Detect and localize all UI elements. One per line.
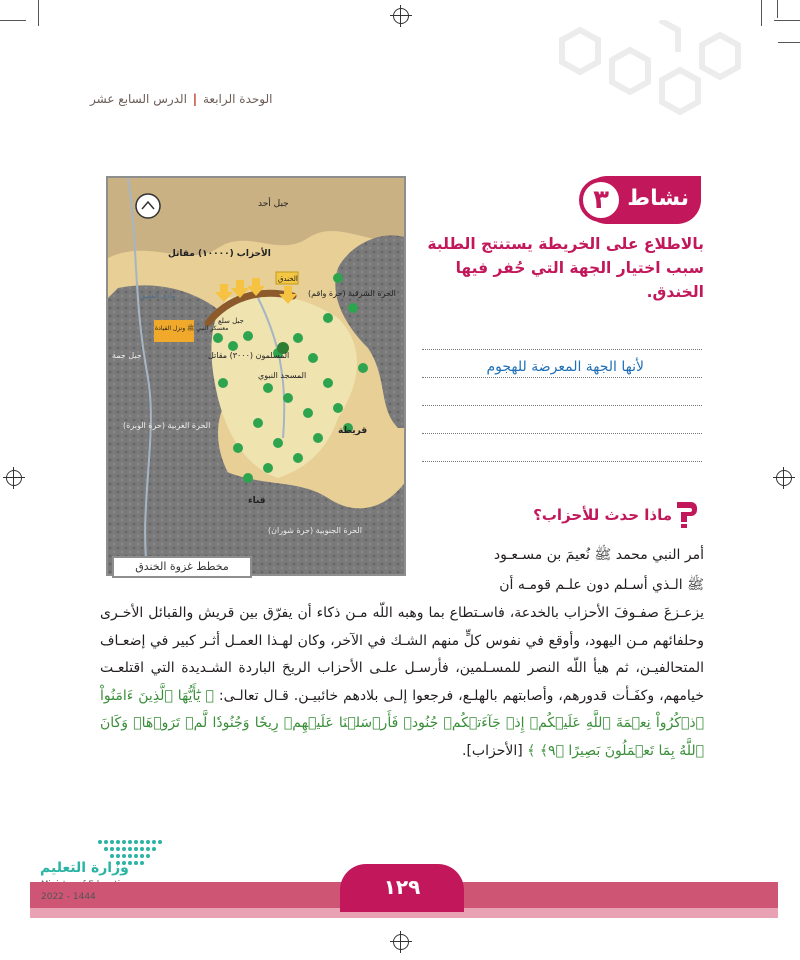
map-label: جبل جمة (112, 351, 142, 360)
khandaq-map (106, 176, 406, 576)
unit-label: الوحدة الرابعة (202, 92, 273, 106)
registration-mark-icon (776, 470, 792, 486)
answer-line (422, 326, 702, 350)
paragraph-line: ﷺ الـذي أسـلم دون علـم قومـه أن (499, 577, 704, 593)
answer-line (422, 410, 702, 434)
map-label: الحرة الشرقية (حرة واقم) (308, 289, 396, 298)
section-title: ماذا حدث للأحزاب؟ (533, 506, 672, 524)
ministry-name-ar: وزارة التعليم (40, 860, 129, 876)
activity-label: نشاط (627, 186, 689, 211)
paragraph-line: أمر النبي محمد ﷺ نُعيمَ بن مسـعـود (493, 547, 704, 563)
map-caption: مخطط غزوة الخندق (112, 556, 252, 578)
compass-icon (136, 194, 160, 218)
crop-mark (777, 0, 778, 18)
activity-number: ٣ (579, 178, 623, 222)
paragraph-text: يزعـزعَ صفـوفَ الأحزاب بالخدعة، فاسـتطاع بما وهبه اللّه مـن ذكاء أن يفرّق بين قريش والقبائل الأخـرى وحلفائهم مـن اليهود، وأوقع في نفوس كلٍّ منهم الشـك في الآخر، وكان لهـذا العمـل أثـر كبير في إضعـاف المتحالفيـن، ثم هيأ اللّه النصر للمسـلمين، فأرسـل علـى الأحزاب الريحَ الباردة الشـديدة التي اقتلعـت خيامهم، وكفَـأت قدورهم، وأصابتهم بالهلـع، فرجعوا إلـى بلادهم خائبيـن. قـال تعالـى: (100, 605, 704, 704)
map-label: الخندق (278, 275, 298, 283)
page-number: ١٢٩ (340, 864, 464, 912)
map-label: الأحزاب (١٠٠٠٠) مقاتل (168, 249, 271, 259)
map-label: قريظة (338, 426, 368, 436)
crop-mark (761, 0, 762, 26)
map-label: وادي العقيق (140, 292, 176, 300)
paragraph (100, 600, 704, 765)
activity-question: بالاطلاع على الخريطة يستنتج الطلبة سبب اختيار الجهة التي حُفر فيها الخندق. (427, 235, 704, 301)
map-label: المسلمون (٣٠٠٠) مقاتل (208, 351, 290, 360)
registration-mark-icon (393, 8, 409, 24)
crop-mark (778, 42, 800, 43)
lesson-label: الدرس السابع عشر (90, 92, 187, 106)
crop-mark (0, 20, 26, 21)
crop-mark (774, 20, 800, 21)
registration-mark-icon (393, 934, 409, 950)
running-header (90, 92, 690, 106)
verse-citation: [الأحزاب]. (462, 742, 523, 759)
decorative-pattern (460, 20, 760, 140)
map-label: قباء (248, 496, 266, 506)
answer-lines (422, 326, 702, 466)
edition-year: 2022 - 1444 (41, 892, 96, 902)
map-label: الحرة الغربية (حرة الوبرة) (123, 421, 211, 430)
answer-line (422, 382, 702, 406)
map-label: المسجد النبوي (258, 371, 307, 380)
map-label: معسكر النبي ﷺ ونزل القيادة (155, 325, 229, 332)
registration-mark-icon (6, 470, 22, 486)
answer-text: لأنها الجهة المعرضة للهجوم (486, 359, 644, 375)
answer-line (422, 438, 702, 462)
question-mark-icon (673, 498, 699, 528)
answer-line (422, 354, 702, 378)
map-label: الحرة الجنوبية (حرة شوران) (268, 526, 362, 535)
quran-verse: ﴿ يَٰٓأَيُّهَا ٱلَّذِينَ ءَامَنُواْ ٱذۡكُرُواْ نِعۡمَةَ ٱللَّهِ عَلَيۡكُمۡ إِذۡ جَآءَتۡكُمۡ جُنُودٞ فَأَرۡسَلۡنَا عَلَيۡهِمۡ رِيحٗا وَجُنُودٗا لَّمۡ تَرَوۡهَاۚ وَكَانَ ٱللَّهُ بِمَا تَعۡمَلُونَ بَصِيرًا ﴿٩﴾ ﴾ (100, 687, 704, 759)
map-label: جبل سلع (218, 317, 244, 325)
activity-badge (583, 176, 701, 224)
map-graphic (108, 178, 406, 576)
crop-mark (38, 0, 39, 26)
header-separator: | (192, 92, 198, 106)
map-label: جبل أحد (258, 199, 289, 209)
